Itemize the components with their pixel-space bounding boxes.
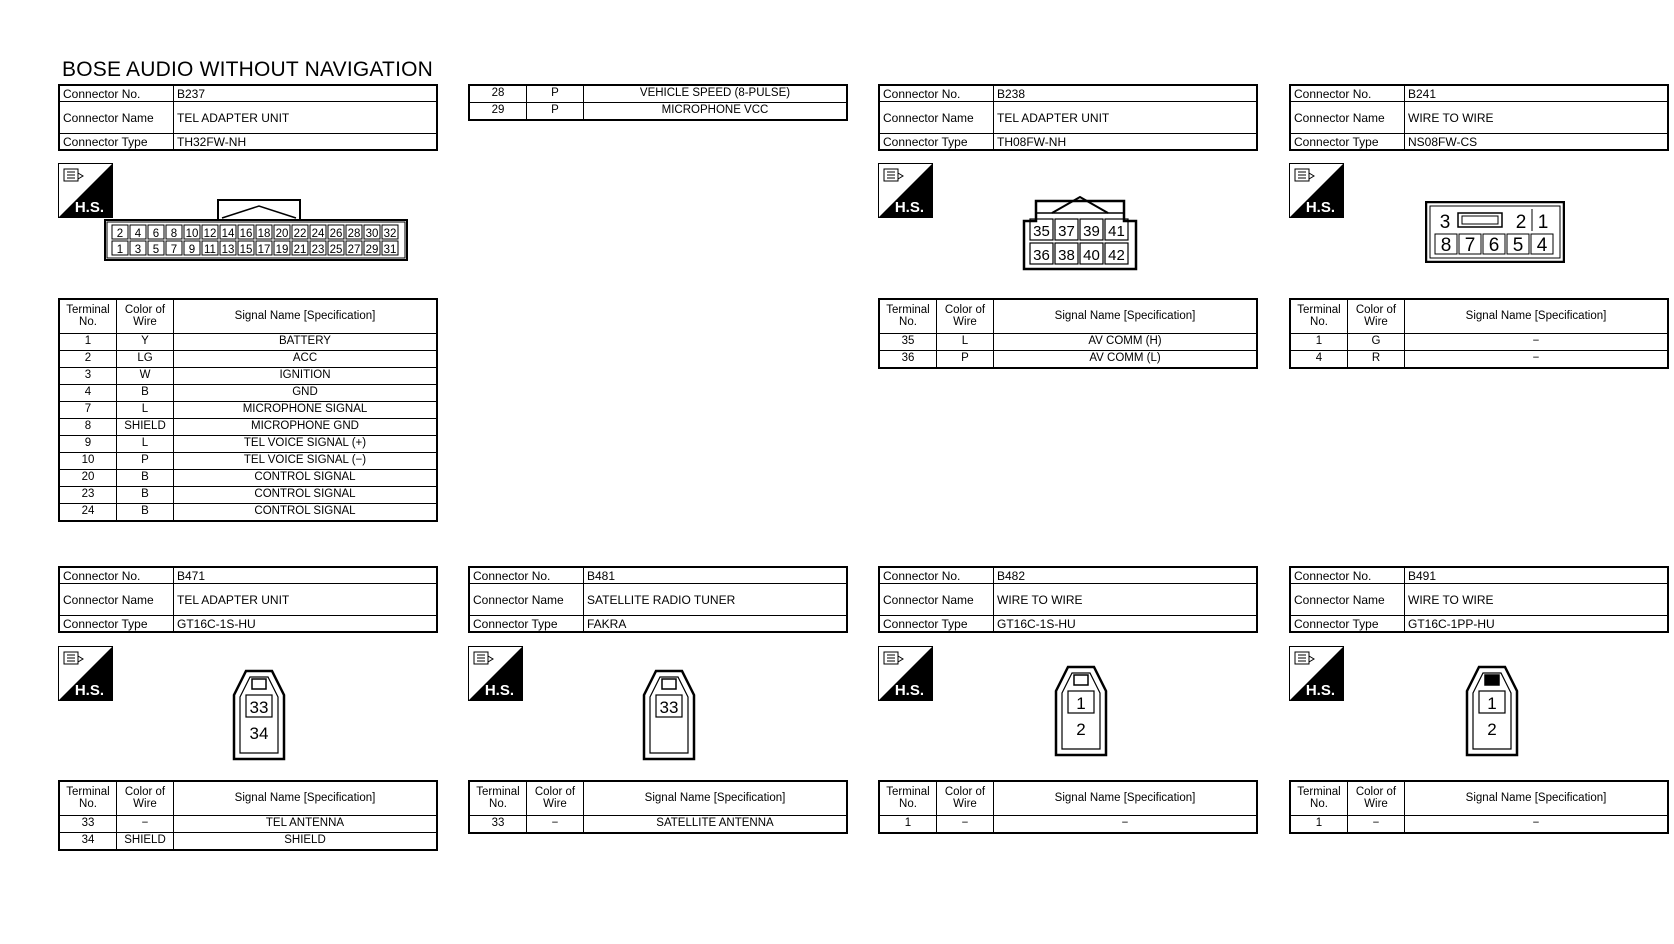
terminal-no-cell: 2: [59, 351, 117, 368]
table-row: [469, 816, 847, 834]
table-row: [59, 385, 437, 402]
connector-type-value: GT16C-1PP-HU: [1405, 616, 1669, 633]
signal-name-cell: −: [1405, 816, 1669, 834]
table-row: [59, 368, 437, 385]
hs-icon: [878, 163, 933, 218]
pin-label: 1: [116, 244, 124, 256]
svg-text:H.S.: H.S.: [74, 199, 104, 216]
key-slot: [662, 679, 676, 689]
wire-color-cell: SHIELD: [117, 419, 174, 436]
connector-header-b237: [58, 84, 438, 151]
pin-label: 18: [257, 228, 271, 240]
pin-label: 2: [1487, 720, 1497, 739]
page-title: BOSE AUDIO WITHOUT NAVIGATION: [62, 58, 434, 81]
hs-icon: [1289, 163, 1344, 218]
pin-label: 5: [1512, 235, 1524, 256]
pin-label: 34: [249, 724, 269, 743]
signal-header: Signal Name [Specification]: [1405, 299, 1669, 334]
terminal-no-cell: 34: [59, 833, 117, 851]
pin-label: 40: [1083, 247, 1100, 264]
connector-face-b237: [104, 198, 410, 264]
connector-no-value: B481: [584, 567, 848, 584]
connector-name-value: TEL ADAPTER UNIT: [174, 102, 438, 134]
terminal-table-b238: [878, 298, 1258, 369]
connector-no-label: Connector No.: [1290, 567, 1405, 584]
terminal-no-cell: 1: [1290, 334, 1348, 351]
wire-color-cell: P: [527, 103, 584, 121]
signal-name-cell: VEHICLE SPEED (8-PULSE): [584, 85, 848, 103]
connector-type-value: GT16C-1S-HU: [994, 616, 1258, 633]
hs-icon: [468, 646, 523, 701]
pin-label: 2: [1076, 720, 1086, 739]
signal-header: Signal Name [Specification]: [584, 781, 848, 816]
pin-label: 7: [170, 244, 178, 256]
pin-label: 33: [659, 698, 679, 717]
connector-face-b238: [1022, 187, 1138, 271]
table-row: [59, 402, 437, 419]
wire-color-cell: P: [937, 351, 994, 369]
terminal-no-cell: 10: [59, 453, 117, 470]
color-header: Color of Wire: [527, 781, 584, 816]
pin-label: 5: [152, 244, 160, 256]
terminal-no-cell: 20: [59, 470, 117, 487]
hs-icon: [1289, 646, 1344, 701]
wire-color-cell: B: [117, 504, 174, 522]
connector-name-value: TEL ADAPTER UNIT: [994, 102, 1258, 134]
pin-label: 38: [1058, 247, 1075, 264]
connector-type-value: GT16C-1S-HU: [174, 616, 438, 633]
wire-color-cell: SHIELD: [117, 833, 174, 851]
terminal-no-cell: 3: [59, 368, 117, 385]
svg-text:H.S.: H.S.: [894, 682, 924, 699]
terminal-no-header: Terminal No.: [1290, 299, 1348, 334]
pin-label: 24: [311, 228, 325, 240]
signal-name-cell: TEL ANTENNA: [174, 816, 438, 833]
signal-name-cell: BATTERY: [174, 334, 438, 351]
pin-label: 11: [204, 244, 216, 256]
wire-color-cell: P: [527, 85, 584, 103]
wire-color-cell: B: [117, 470, 174, 487]
table-row: [879, 816, 1257, 834]
connector-type-value: TH32FW-NH: [174, 134, 438, 151]
hs-icon: [878, 646, 933, 701]
connector-header-b481: [468, 566, 848, 633]
wire-color-cell: R: [1348, 351, 1405, 369]
terminal-no-header: Terminal No.: [469, 781, 527, 816]
connector-name-label: Connector Name: [1290, 584, 1405, 616]
signal-header: Signal Name [Specification]: [1405, 781, 1669, 816]
hs-icon: [58, 646, 113, 701]
signal-name-cell: SATELLITE ANTENNA: [584, 816, 848, 834]
terminal-no-cell: 1: [879, 816, 937, 834]
pin-label: 35: [1033, 223, 1050, 240]
connector-type-label: Connector Type: [469, 616, 584, 633]
terminal-no-cell: 23: [59, 487, 117, 504]
svg-text:H.S.: H.S.: [74, 682, 104, 699]
terminal-no-cell: 4: [59, 385, 117, 402]
connector-no-value: B482: [994, 567, 1258, 584]
terminal-no-cell: 36: [879, 351, 937, 369]
table-row: [59, 833, 437, 851]
wire-color-cell: −: [527, 816, 584, 834]
pin-label: 22: [293, 228, 307, 240]
connector-type-value: FAKRA: [584, 616, 848, 633]
pin-label: 3: [134, 244, 142, 256]
pin-label: 39: [1083, 223, 1100, 240]
svg-text:H.S.: H.S.: [1305, 682, 1335, 699]
color-header: Color of Wire: [117, 781, 174, 816]
wire-color-cell: P: [117, 453, 174, 470]
connector-name-value: WIRE TO WIRE: [1405, 102, 1669, 134]
svg-text:H.S.: H.S.: [1305, 199, 1335, 216]
pin-label: 14: [221, 228, 235, 240]
connector-no-label: Connector No.: [879, 567, 994, 584]
lock-slot: [1458, 213, 1502, 227]
pin-label: 2: [116, 228, 124, 240]
connector-name-label: Connector Name: [879, 584, 994, 616]
wire-color-cell: B: [117, 487, 174, 504]
connector-face-b471: [232, 667, 286, 761]
terminal-no-cell: 1: [1290, 816, 1348, 834]
connector-type-label: Connector Type: [879, 616, 994, 633]
pin-label: 17: [257, 244, 271, 256]
connector-name-label: Connector Name: [59, 584, 174, 616]
pin-label: 28: [347, 228, 361, 240]
signal-name-cell: −: [994, 816, 1258, 834]
table-row: [59, 419, 437, 436]
color-header: Color of Wire: [117, 299, 174, 334]
connector-type-label: Connector Type: [59, 616, 174, 633]
terminal-no-cell: 24: [59, 504, 117, 522]
terminal-table-b491: [1289, 780, 1669, 834]
wire-color-cell: L: [117, 436, 174, 453]
connector-face-b481: [642, 667, 696, 761]
connector-name-value: WIRE TO WIRE: [1405, 584, 1669, 616]
color-header: Color of Wire: [1348, 781, 1405, 816]
terminal-no-cell: 9: [59, 436, 117, 453]
pin-label: 27: [347, 244, 361, 256]
connector-name-label: Connector Name: [1290, 102, 1405, 134]
signal-name-cell: MICROPHONE SIGNAL: [174, 402, 438, 419]
color-header: Color of Wire: [1348, 299, 1405, 334]
terminal-no-cell: 33: [59, 816, 117, 833]
table-row: [59, 504, 437, 522]
pin-label: 4: [134, 228, 142, 240]
connector-type-label: Connector Type: [879, 134, 994, 151]
key-slot: [1074, 675, 1088, 685]
table-row: [1290, 334, 1668, 351]
connector-face-b241: [1425, 201, 1565, 263]
pin-label: 12: [203, 228, 217, 240]
color-header: Color of Wire: [937, 781, 994, 816]
pin-label: 36: [1033, 247, 1050, 264]
terminal-no-header: Terminal No.: [1290, 781, 1348, 816]
connector-header-b238: [878, 84, 1258, 151]
pin-label: 10: [185, 228, 199, 240]
terminal-no-cell: 8: [59, 419, 117, 436]
color-header: Color of Wire: [937, 299, 994, 334]
connector-type-label: Connector Type: [1290, 616, 1405, 633]
lock-slot-inner: [1462, 216, 1498, 224]
table-row: [59, 816, 437, 833]
signal-header: Signal Name [Specification]: [174, 781, 438, 816]
terminal-table-b237-continued: [468, 84, 848, 121]
wire-color-cell: LG: [117, 351, 174, 368]
connector-name-value: SATELLITE RADIO TUNER: [584, 584, 848, 616]
connector-no-value: B491: [1405, 567, 1669, 584]
table-row: [59, 453, 437, 470]
pin-label: 1: [1076, 694, 1086, 713]
table-row: [59, 436, 437, 453]
pin-label: 3: [1439, 212, 1451, 233]
pin-label: 19: [275, 244, 289, 256]
pin-label: 8: [1440, 235, 1452, 256]
lock-tab: [218, 200, 300, 220]
terminal-no-cell: 29: [469, 103, 527, 121]
terminal-no-header: Terminal No.: [879, 299, 937, 334]
pin-label: 21: [293, 244, 307, 256]
connector-header-b241: [1289, 84, 1669, 151]
pin-label: 23: [311, 244, 325, 256]
signal-header: Signal Name [Specification]: [994, 781, 1258, 816]
pin-label: 16: [239, 228, 253, 240]
connector-no-label: Connector No.: [879, 85, 994, 102]
wire-color-cell: Y: [117, 334, 174, 351]
terminal-no-cell: 7: [59, 402, 117, 419]
terminal-no-cell: 4: [1290, 351, 1348, 369]
pin-label: 26: [329, 228, 343, 240]
signal-name-cell: AV COMM (H): [994, 334, 1258, 351]
connector-header-b471: [58, 566, 438, 633]
pin-label: 7: [1464, 235, 1476, 256]
connector-type-value: TH08FW-NH: [994, 134, 1258, 151]
pin-label: 9: [188, 244, 196, 256]
connector-header-b482: [878, 566, 1258, 633]
wire-color-cell: −: [117, 816, 174, 833]
signal-name-cell: −: [1405, 351, 1669, 369]
terminal-no-header: Terminal No.: [879, 781, 937, 816]
terminal-table-b482: [878, 780, 1258, 834]
pin-label: 30: [365, 228, 379, 240]
signal-name-cell: SHIELD: [174, 833, 438, 851]
connector-name-label: Connector Name: [879, 102, 994, 134]
table-row: [59, 487, 437, 504]
pin-label: 6: [152, 228, 160, 240]
signal-name-cell: MICROPHONE GND: [174, 419, 438, 436]
table-row: [59, 351, 437, 368]
wire-color-cell: W: [117, 368, 174, 385]
lock-arrow: [222, 206, 296, 218]
connector-no-value: B237: [174, 85, 438, 102]
pin-label: 31: [383, 244, 397, 256]
signal-name-cell: TEL VOICE SIGNAL (−): [174, 453, 438, 470]
connector-face-b482: [1054, 663, 1108, 757]
signal-name-cell: CONTROL SIGNAL: [174, 470, 438, 487]
connector-no-value: B471: [174, 567, 438, 584]
key-slot: [1485, 675, 1499, 685]
lock-arrow: [1052, 197, 1108, 213]
connector-no-label: Connector No.: [59, 85, 174, 102]
terminal-no-header: Terminal No.: [59, 781, 117, 816]
table-row: [469, 103, 847, 121]
signal-name-cell: GND: [174, 385, 438, 402]
connector-name-value: TEL ADAPTER UNIT: [174, 584, 438, 616]
wire-color-cell: −: [1348, 816, 1405, 834]
terminal-table-b241: [1289, 298, 1669, 369]
wire-color-cell: B: [117, 385, 174, 402]
pin-label: 32: [383, 228, 397, 240]
terminal-no-cell: 1: [59, 334, 117, 351]
pin-label: 25: [329, 244, 343, 256]
pin-label: 33: [249, 698, 269, 717]
table-row: [1290, 816, 1668, 834]
table-row: [879, 351, 1257, 369]
connector-no-value: B238: [994, 85, 1258, 102]
signal-name-cell: MICROPHONE VCC: [584, 103, 848, 121]
key-slot: [252, 679, 266, 689]
connector-name-label: Connector Name: [59, 102, 174, 134]
terminal-no-cell: 28: [469, 85, 527, 103]
terminal-table-b471: [58, 780, 438, 851]
connector-face-b491: [1465, 663, 1519, 757]
terminal-no-header: Terminal No.: [59, 299, 117, 334]
wire-color-cell: G: [1348, 334, 1405, 351]
pin-label: 42: [1108, 247, 1125, 264]
signal-header: Signal Name [Specification]: [994, 299, 1258, 334]
connector-no-label: Connector No.: [1290, 85, 1405, 102]
signal-name-cell: IGNITION: [174, 368, 438, 385]
connector-type-label: Connector Type: [59, 134, 174, 151]
svg-text:H.S.: H.S.: [894, 199, 924, 216]
terminal-table-b237: [58, 298, 438, 522]
signal-name-cell: AV COMM (L): [994, 351, 1258, 369]
connector-type-value: NS08FW-CS: [1405, 134, 1669, 151]
connector-no-label: Connector No.: [59, 567, 174, 584]
terminal-no-cell: 33: [469, 816, 527, 834]
terminal-table-b481: [468, 780, 848, 834]
table-row: [879, 334, 1257, 351]
signal-header: Signal Name [Specification]: [174, 299, 438, 334]
terminal-no-cell: 35: [879, 334, 937, 351]
pin-label: 20: [275, 228, 289, 240]
wire-color-cell: L: [937, 334, 994, 351]
signal-name-cell: CONTROL SIGNAL: [174, 504, 438, 522]
pin-label: 6: [1488, 235, 1500, 256]
pin-label: 41: [1108, 223, 1125, 240]
pin-label: 13: [221, 244, 235, 256]
connector-no-label: Connector No.: [469, 567, 584, 584]
pin-label: 1: [1487, 694, 1497, 713]
connector-type-label: Connector Type: [1290, 134, 1405, 151]
svg-text:H.S.: H.S.: [484, 682, 514, 699]
pin-label: 8: [170, 228, 178, 240]
connector-header-b491: [1289, 566, 1669, 633]
table-row: [1290, 351, 1668, 369]
signal-name-cell: −: [1405, 334, 1669, 351]
pin-label: 29: [365, 244, 379, 256]
signal-name-cell: CONTROL SIGNAL: [174, 487, 438, 504]
connector-name-value: WIRE TO WIRE: [994, 584, 1258, 616]
wire-color-cell: L: [117, 402, 174, 419]
pin-label: 37: [1058, 223, 1075, 240]
wire-color-cell: −: [937, 816, 994, 834]
pin-label: 4: [1536, 235, 1548, 256]
pin-label: 1: [1537, 212, 1549, 233]
signal-name-cell: ACC: [174, 351, 438, 368]
table-row: [469, 85, 847, 103]
pin-label: 15: [239, 244, 253, 256]
pin-label: 2: [1515, 212, 1527, 233]
table-row: [59, 470, 437, 487]
connector-no-value: B241: [1405, 85, 1669, 102]
connector-name-label: Connector Name: [469, 584, 584, 616]
table-row: [59, 334, 437, 351]
signal-name-cell: TEL VOICE SIGNAL (+): [174, 436, 438, 453]
